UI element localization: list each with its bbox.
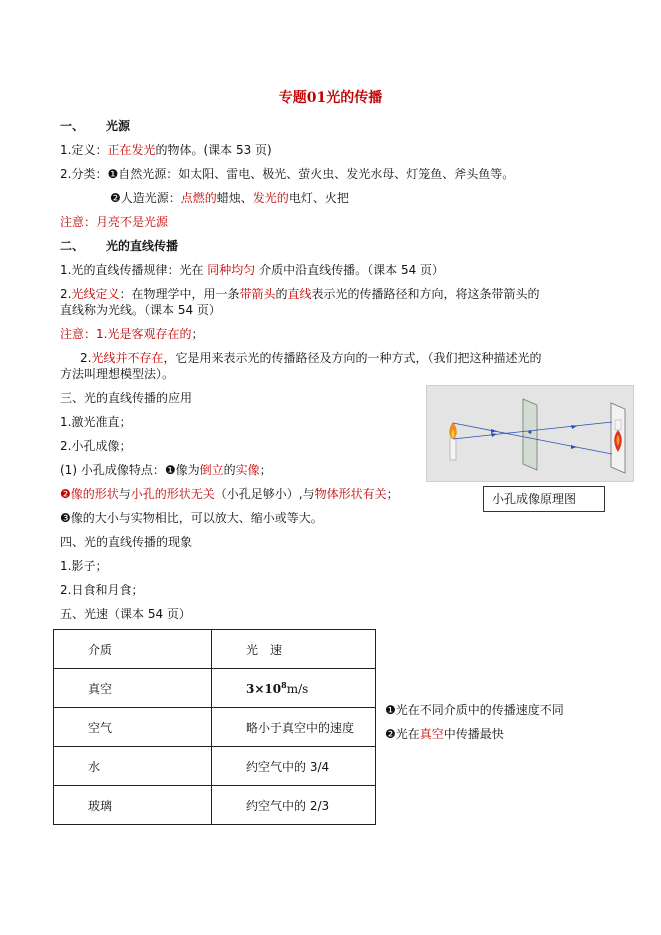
text: 1.定义： [60, 143, 108, 157]
note-ray-model-2: 方法叫理想模型法）。 [60, 367, 175, 381]
pinhole-feature-1 [60, 462, 272, 478]
ray-definition-line [60, 286, 540, 302]
text: 注意：1. [60, 327, 108, 341]
pinhole-feature-2 [60, 486, 399, 502]
table-row [54, 708, 376, 747]
light-speed-table [53, 629, 376, 825]
text: 电灯、火把 [288, 191, 349, 205]
highlight: 倒立 [199, 463, 224, 477]
text: 的 [223, 463, 236, 477]
highlight: 正在发光 [107, 143, 156, 157]
text: 1.光的直线传播规律：光在 [60, 263, 204, 277]
table-cell-speed: 约空气中的 3/4 [212, 747, 376, 786]
arrow-icon [571, 445, 577, 449]
highlight: 发光的 [252, 191, 289, 205]
section-2-heading [60, 238, 178, 254]
table-header-row [54, 630, 376, 669]
text: ❶自然光源： [107, 167, 179, 181]
arrow-icon [491, 433, 497, 437]
highlight: 直线 [287, 287, 312, 301]
table-row [54, 747, 376, 786]
highlight: 点燃的 [180, 191, 217, 205]
pinhole-screen [523, 399, 537, 470]
section-4-heading: 四、光的直线传播的现象 [60, 535, 193, 549]
arrow-icon [491, 429, 497, 433]
classification-line [60, 166, 514, 182]
figure-caption: 小孔成像原理图 [483, 486, 605, 512]
section-5-heading: 五、光速（课本 54 页） [60, 607, 191, 621]
text: ，它是用来表示光的传播路径及方向的一种方式，（我们把这种描述光的 [163, 351, 542, 365]
table-cell-speed [212, 669, 376, 708]
section-3-heading: 三、光的直线传播的应用 [60, 391, 193, 405]
text: 中传播最快 [443, 727, 504, 741]
note-moon: 注意：月亮不是光源 [60, 215, 169, 229]
section-title: 光源 [106, 119, 131, 133]
text: （小孔足够小）,与 [214, 487, 315, 501]
highlight: 实像 [235, 463, 260, 477]
text: ； [386, 487, 399, 501]
section-number: 二、 [60, 239, 85, 253]
highlight: 光线定义 [71, 287, 120, 301]
definition-line [60, 142, 272, 158]
table-header-cell: 介质 [54, 630, 212, 669]
text: ❷人造光源： [110, 191, 181, 205]
text: 2. [80, 351, 92, 365]
speed-base: 3×10 [246, 682, 282, 696]
pinhole-diagram [426, 385, 634, 482]
text: 蜡烛、 [216, 191, 253, 205]
highlight: 物体形状有关 [314, 487, 387, 501]
page-title: 专题01光的传播 [278, 90, 383, 106]
highlight: 小孔的形状无关 [130, 487, 215, 501]
propagation-law-line [60, 262, 444, 278]
pinhole-feature-3: ❸像的大小与实物相比，可以放大、缩小或等大。 [60, 511, 323, 525]
note-ray-model [80, 350, 541, 366]
text: 2. [60, 287, 72, 301]
text: 2.分类： [60, 167, 108, 181]
table-cell-medium: 真空 [54, 669, 212, 708]
highlight: ❷像的形状 [60, 487, 119, 501]
text: 的 [275, 287, 288, 301]
text: 表示光的传播路径和方向，将这条带箭头的 [311, 287, 540, 301]
highlight: 带箭头 [239, 287, 276, 301]
speed-exponent: 8 [281, 680, 287, 690]
candle-icon [450, 438, 456, 460]
note-light-exists [60, 326, 203, 342]
table-row [54, 669, 376, 708]
table-cell-medium: 空气 [54, 708, 212, 747]
text: 的物体。(课本 53 页) [155, 143, 272, 157]
speed-note-2 [385, 726, 504, 742]
text: 与 [118, 487, 131, 501]
table-cell-medium: 玻璃 [54, 786, 212, 825]
text: ； [191, 327, 204, 341]
laser-alignment: 1.激光准直； [60, 415, 132, 429]
shadow-item: 1.影子； [60, 559, 108, 573]
table-header-cell: 光 速 [212, 630, 376, 669]
section-title: 光的直线传播 [106, 239, 179, 253]
table-row [54, 786, 376, 825]
highlight: 同种均匀 [207, 263, 256, 277]
text: ； [259, 463, 272, 477]
section-1-heading [60, 118, 130, 134]
section-number: 一、 [60, 119, 85, 133]
highlight: 光线并不存在 [91, 351, 164, 365]
highlight: 真空 [419, 727, 444, 741]
highlight: 光是客观存在的 [107, 327, 192, 341]
text: 如太阳、雷电、极光、萤火虫、发光水母、灯笼鱼、斧头鱼等。 [178, 167, 515, 181]
text: ❷光在 [385, 727, 420, 741]
eclipse-item: 2.日食和月食； [60, 583, 144, 597]
pinhole [528, 430, 531, 433]
table-cell-speed: 略小于真空中的速度 [212, 708, 376, 747]
text: 介质中沿直线传播。（课本 54 页） [259, 263, 445, 277]
speed-unit: m/s [286, 682, 309, 696]
artificial-source-line [110, 190, 349, 206]
pinhole-imaging: 2.小孔成像； [60, 439, 132, 453]
ray-definition-line-2: 直线称为光线。（课本 54 页） [60, 303, 221, 317]
text: (1) 小孔成像特点：❶像为 [60, 463, 200, 477]
table-cell-medium: 水 [54, 747, 212, 786]
text: ：在物理学中，用一条 [119, 287, 240, 301]
speed-note-1: ❶光在不同介质中的传播速度不同 [385, 703, 564, 717]
inverted-candle-icon [615, 420, 621, 430]
table-cell-speed: 约空气中的 2/3 [212, 786, 376, 825]
pinhole-diagram-svg [427, 386, 633, 481]
